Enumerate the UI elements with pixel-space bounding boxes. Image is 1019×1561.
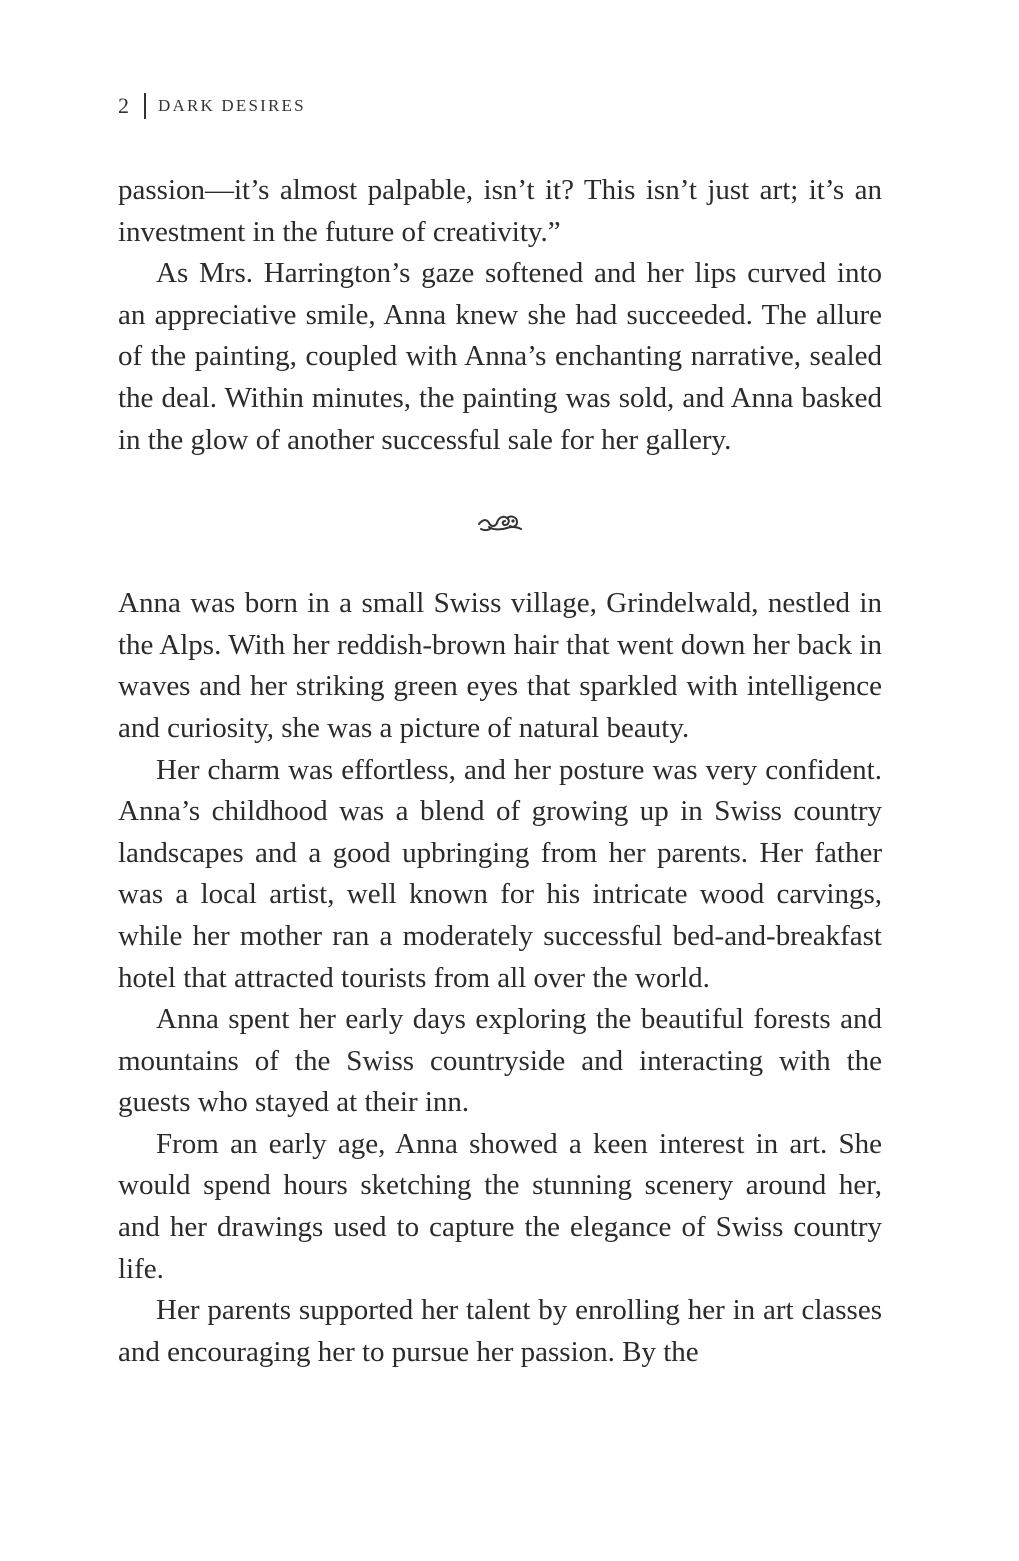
paragraph: Anna spent her early days exploring the beautiful forests and mountains of the Swiss countryside and interacting with the guests who stayed at their inn. [118,1003,882,1119]
body-text [118,170,882,1373]
book-title: DARK DESIRES [158,96,306,115]
paragraph: Her parents supported her talent by enrolling her in art classes and encouraging her to pursue her passion. By the [118,1294,882,1368]
paragraph-continued: passion—it’s almost palpable, isn’t it? This isn’t just art; it’s an investment in the future of creativity.” [118,174,882,248]
paragraph: From an early age, Anna showed a keen interest in art. She would spend hours sketching the stunning scenery around her, and her drawings used to capture the elegance of Swiss country life. [118,1127,882,1285]
running-head [118,90,882,122]
paragraph: Her charm was effortless, and her posture was very confident. Anna’s childhood was a blend of growing up in Swiss country landscapes and a good upbringing from her parents. Her father was a local artist, well known for his intricate wood carvings, while her mother ran a moderately successful bed-and-breakfast hotel that attracted tourists from all over the world. [118,753,882,994]
fleuron-ornament-icon [477,511,523,533]
paragraph: As Mrs. Harrington’s gaze softened and her lips curved into an appreciative smile, Anna knew she had succeeded. The allure of the painting, coupled with Anna’s enchanting narrative, sealed the deal. Within minutes, the painting was sold, and Anna basked in the glow of another successful sale for her gallery. [118,257,882,456]
page-number: 2 [118,93,130,118]
paragraph: Anna was born in a small Swiss village, Grindelwald, nestled in the Alps. With her reddish-brown hair that went down her back in waves and her striking green eyes that sparkled with intelligence and curiosity, she was a picture of natural beauty. [118,587,882,744]
header-divider [144,93,146,119]
section-break [118,461,882,583]
book-page [118,90,882,1373]
